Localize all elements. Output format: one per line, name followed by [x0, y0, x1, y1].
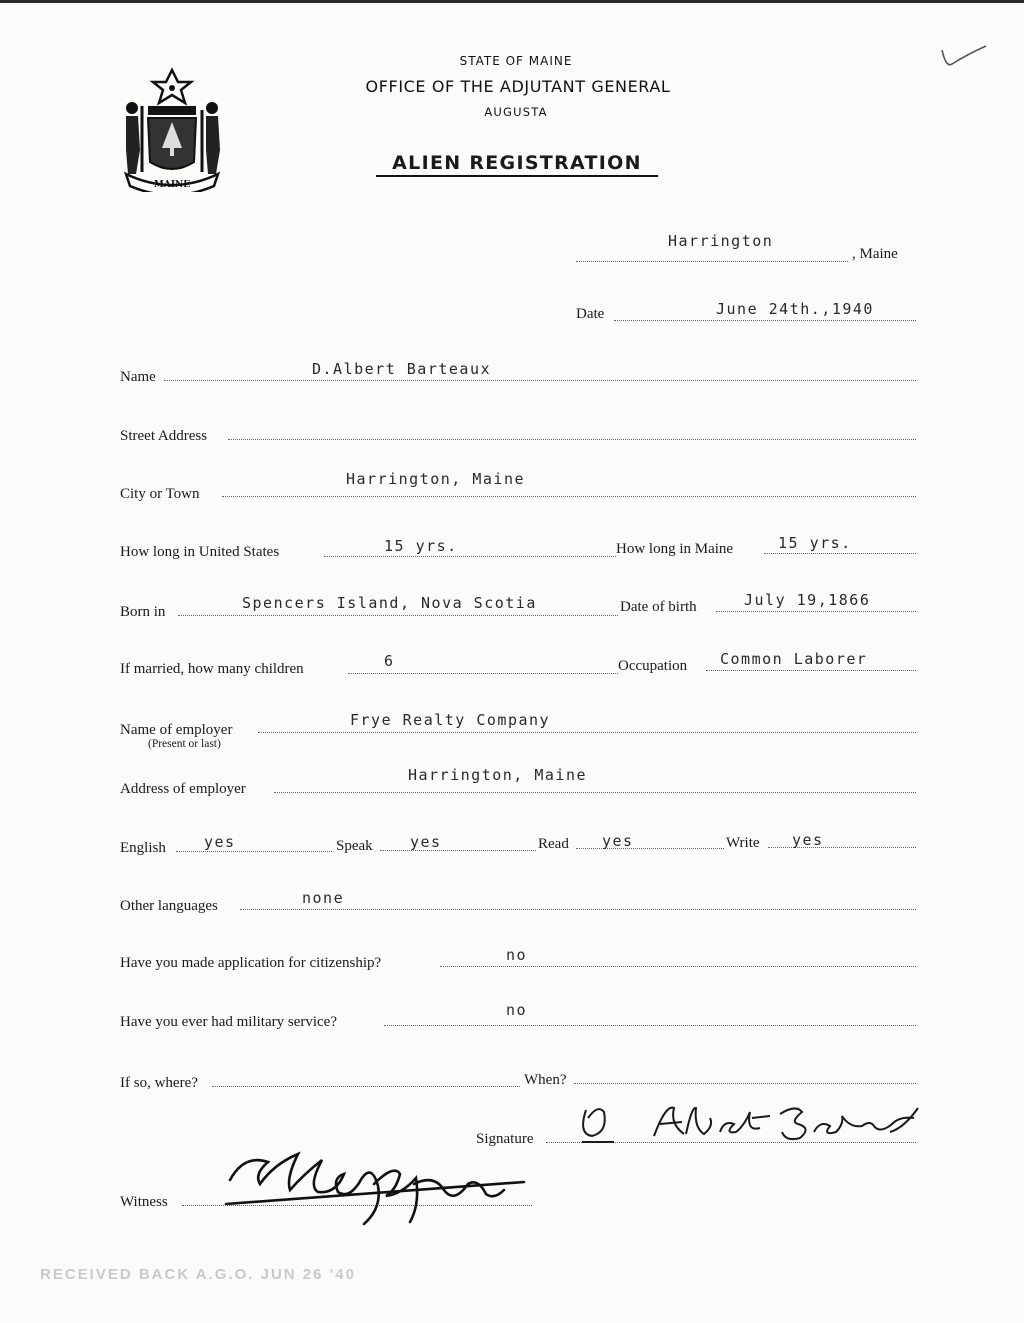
occupation-label: Occupation: [618, 658, 688, 674]
citizenship-label: Have you made application for citizenship?: [120, 955, 382, 971]
maine-duration-line: [764, 553, 916, 554]
where-label: If so, where?: [120, 1075, 198, 1091]
other-languages-value: none: [302, 889, 345, 907]
citizenship-value: no: [506, 946, 528, 964]
city-label: City or Town: [120, 486, 200, 502]
english-label: English: [120, 840, 166, 856]
when-label: When?: [524, 1072, 567, 1088]
witness-signature-icon: [224, 1134, 544, 1226]
employer-label: Name of employer: [120, 722, 233, 738]
city-line: [222, 496, 916, 497]
date-value: June 24th.,1940: [716, 300, 874, 318]
scan-top-edge: [0, 0, 1024, 3]
employer-sublabel: (Present or last): [148, 738, 221, 750]
children-label: If married, how many children: [120, 661, 304, 677]
when-line: [574, 1083, 916, 1084]
employer-value: Frye Realty Company: [350, 711, 551, 729]
header-office: OFFICE OF THE ADJUTANT GENERAL: [365, 77, 671, 96]
witness-label: Witness: [120, 1194, 168, 1210]
write-label: Write: [726, 835, 760, 851]
applicant-signature-icon: [574, 1098, 924, 1148]
english-line: [176, 851, 332, 852]
read-label: Read: [538, 836, 569, 852]
other-languages-line: [240, 909, 916, 910]
svg-text:MAINE: MAINE: [153, 180, 191, 190]
date-label: Date: [576, 306, 605, 322]
born-line: [178, 615, 618, 616]
us-duration-label: How long in United States: [120, 544, 280, 560]
header-city: AUGUSTA: [484, 105, 548, 119]
citizenship-line: [440, 966, 916, 967]
read-line: [576, 848, 724, 849]
date-line: [614, 320, 916, 321]
name-value: D.Albert Barteaux: [312, 360, 492, 378]
place-suffix: , Maine: [852, 246, 898, 262]
speak-label: Speak: [336, 838, 373, 854]
children-value: 6: [384, 652, 395, 670]
where-line: [212, 1086, 520, 1087]
received-stamp: RECEIVED BACK A.G.O. JUN 26 '40: [40, 1266, 356, 1283]
born-value: Spencers Island, Nova Scotia: [242, 594, 537, 612]
employer-address-line: [274, 792, 916, 793]
dob-label: Date of birth: [620, 599, 697, 615]
other-languages-label: Other languages: [120, 898, 218, 914]
street-label: Street Address: [120, 428, 208, 444]
name-line: [164, 380, 916, 381]
employer-address-value: Harrington, Maine: [408, 766, 588, 784]
maine-duration-value: 15 yrs.: [778, 534, 852, 552]
dob-value: July 19,1866: [744, 591, 871, 609]
speak-line: [380, 850, 536, 851]
street-line: [228, 439, 916, 440]
place-line: [576, 261, 848, 262]
military-label: Have you ever had military service?: [120, 1014, 337, 1030]
children-line: [348, 673, 618, 674]
name-label: Name: [120, 369, 156, 385]
place-value: Harrington: [668, 232, 774, 250]
us-duration-line: [324, 556, 616, 557]
read-value: yes: [602, 832, 634, 850]
header-state: STATE OF MAINE: [459, 54, 573, 68]
occupation-line: [706, 670, 916, 671]
military-value: no: [506, 1001, 528, 1019]
signature-label: Signature: [476, 1131, 534, 1147]
occupation-value: Common Laborer: [720, 650, 868, 668]
dob-line: [716, 611, 916, 612]
write-value: yes: [792, 831, 824, 849]
employer-line: [258, 732, 916, 733]
write-line: [768, 847, 916, 848]
employer-address-label: Address of employer: [120, 781, 246, 797]
speak-value: yes: [410, 833, 442, 851]
born-label: Born in: [120, 604, 166, 620]
us-duration-value: 15 yrs.: [384, 537, 458, 555]
form-title: ALIEN REGISTRATION: [376, 152, 658, 177]
english-value: yes: [204, 833, 236, 851]
city-value: Harrington, Maine: [346, 470, 526, 488]
maine-duration-label: How long in Maine: [616, 541, 734, 557]
military-line: [384, 1025, 916, 1026]
